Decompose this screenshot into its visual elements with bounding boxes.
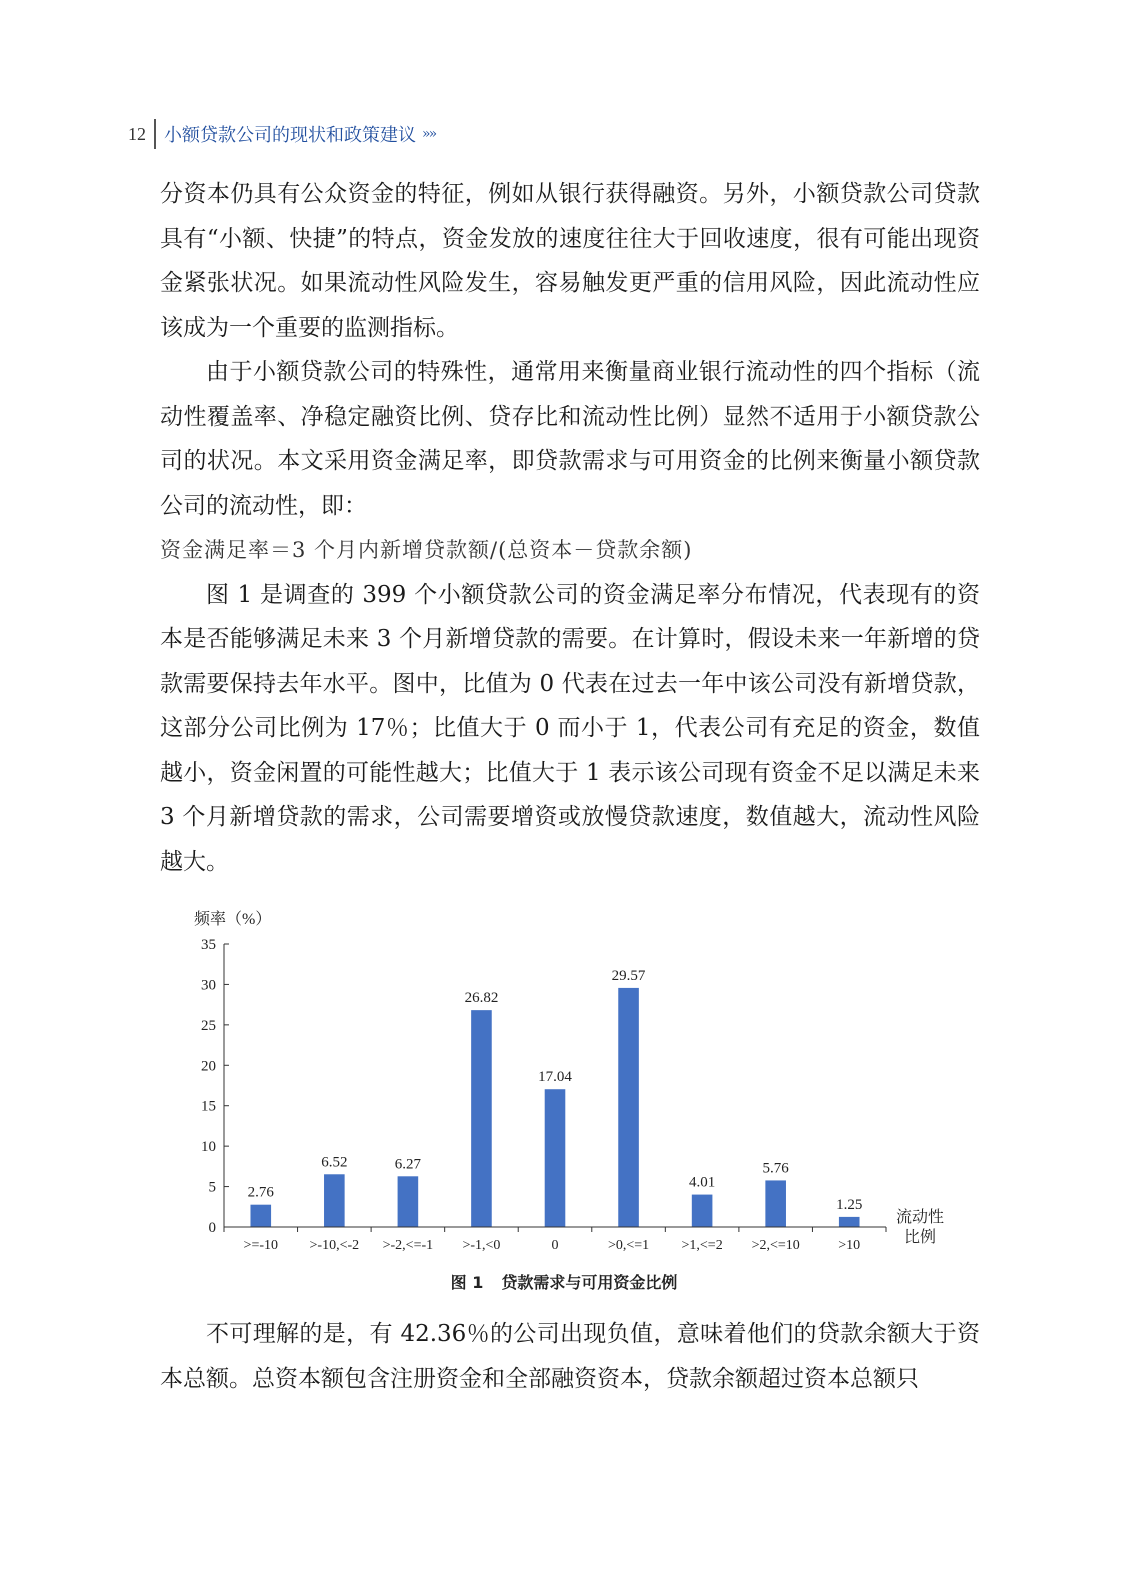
bar-value-label: 1.25: [836, 1196, 863, 1213]
figure-caption: [0, 1270, 1128, 1293]
x-category-label: >2,<=10: [751, 1238, 800, 1253]
paragraph-2: 由于小额贷款公司的特殊性，通常用来衡量商业银行流动性的四个指标（流动性覆盖率、净稳定融资比例、贷存比和流动性比例）显然不适用于小额贷款公司的状况。本文采用资金满足率，即贷款需求与可用资金的比例来衡量小额贷款公司的流动性，即：: [160, 359, 980, 519]
body-text-upper: [160, 172, 980, 884]
x-axis: [224, 1227, 886, 1253]
paragraph-4: 不可理解的是，有 42.36％的公司出现负值，意味着他们的贷款余额大于资本总额。总资本额包含注册资金和全部融资资本，贷款余额超过资本总额只: [160, 1321, 980, 1392]
x-category-label: >-1,<0: [462, 1238, 501, 1253]
bar-value-label: 6.27: [394, 1156, 422, 1173]
y-tick-label: 5: [208, 1179, 216, 1196]
bar-3: [471, 1010, 492, 1227]
bar-chart: [180, 900, 960, 1260]
bar-7: [765, 1180, 786, 1227]
x-category-label: 0: [551, 1238, 559, 1253]
bar-value-label: 17.04: [538, 1069, 572, 1086]
y-tick-label: 30: [201, 977, 216, 994]
y-tick-label: 35: [201, 937, 216, 953]
bar-6: [692, 1195, 713, 1227]
bar-value-label: 29.57: [611, 967, 646, 984]
paragraph-1: 分资本仍具有公众资金的特征，例如从银行获得融资。另外，小额贷款公司贷款具有“小额、快捷”的特点，资金发放的速度往往大于回收速度，很有可能出现资金紧张状况。如果流动性风险发生，容易触发更严重的信用风险，因此流动性应该成为一个重要的监测指标。: [160, 181, 980, 341]
x-axis-label-line1: 流动性: [896, 1209, 945, 1226]
header-divider: [154, 119, 156, 149]
bar-value-label: 2.76: [247, 1184, 274, 1201]
caption-text: 贷款需求与可用资金比例: [501, 1273, 678, 1292]
y-tick-label: 20: [201, 1058, 216, 1075]
bar-4: [545, 1089, 566, 1227]
x-category-label: >-2,<=-1: [382, 1238, 434, 1253]
x-category-label: >0,<=1: [607, 1238, 650, 1253]
caption-number: 图 1: [450, 1273, 484, 1292]
x-category-label: >=-10: [243, 1238, 279, 1253]
x-category-label: >10: [838, 1238, 861, 1253]
bar-8: [839, 1217, 860, 1227]
running-header: [128, 118, 435, 150]
bar-value-label: 5.76: [762, 1160, 789, 1177]
y-tick-label: 25: [201, 1017, 216, 1034]
y-axis: [201, 937, 229, 1236]
bar-2: [398, 1176, 419, 1227]
y-tick-label: 0: [208, 1220, 216, 1236]
bar-0: [250, 1205, 271, 1227]
formula: 资金满足率＝3 个月内新增贷款额/(总资本－贷款余额): [160, 538, 693, 562]
x-category-label: >1,<=2: [681, 1238, 723, 1253]
bar-value-label: 4.01: [688, 1174, 716, 1191]
body-text-lower: [160, 1312, 980, 1401]
running-title: 小额贷款公司的现状和政策建议: [164, 125, 416, 146]
x-axis-label-line2: 比例: [904, 1229, 937, 1246]
figure-1-chart: [180, 900, 960, 1260]
page-number: 12: [128, 123, 146, 144]
bar-5: [618, 988, 639, 1227]
y-tick-label: 10: [201, 1139, 216, 1156]
running-mark-icon: »»: [422, 126, 436, 142]
bars: [248, 968, 863, 1227]
bar-value-label: 26.82: [464, 990, 499, 1007]
y-tick-label: 15: [201, 1098, 216, 1115]
y-axis-label: 频率（%）: [194, 911, 272, 928]
x-category-label: >-10,<-2: [309, 1238, 360, 1253]
bar-1: [324, 1174, 345, 1227]
paragraph-3: 图 1 是调查的 399 个小额贷款公司的资金满足率分布情况，代表现有的资本是否能够满足未来 3 个月新增贷款的需要。在计算时，假设未来一年新增的贷款需要保持去年水平。图中，比值为 0 代表在过去一年中该公司没有新增贷款，这部分公司比例为 17％；比值大于 0 而小于 1，代表公司有充足的资金，数值越小，资金闲置的可能性越大；比值大于 1 表示该公司现有资金不足以满足未来 3 个月新增贷款的需求，公司需要增资或放慢贷款速度，数值越大，流动性风险越大。: [160, 581, 980, 875]
bar-value-label: 6.52: [321, 1154, 348, 1171]
